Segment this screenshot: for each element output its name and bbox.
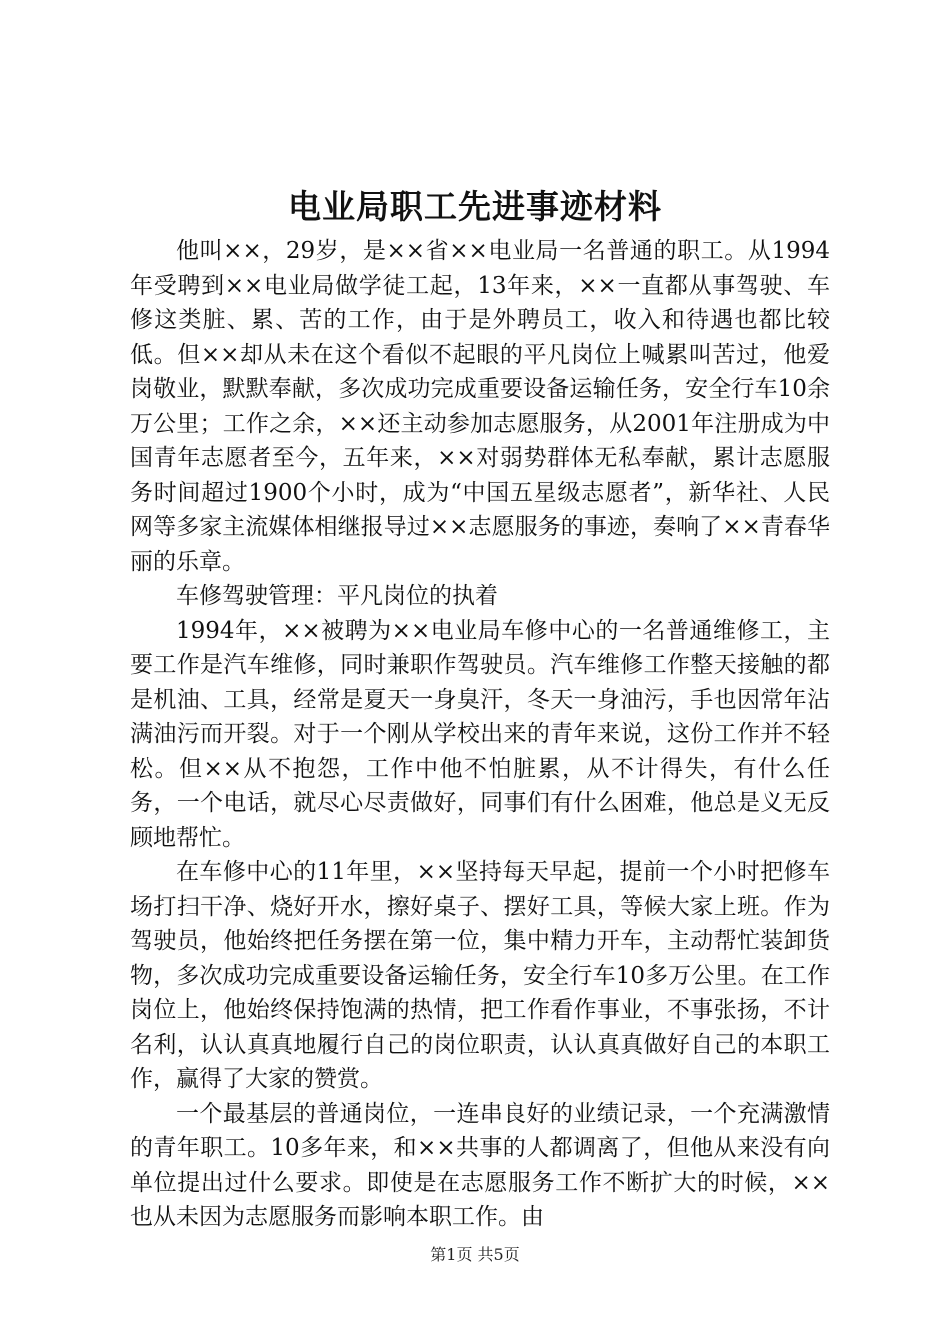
document-body <box>130 234 830 1235</box>
page-footer: 第1页 共5页 <box>430 1245 520 1264</box>
paragraph-intro: 他叫××，29岁，是××省××电业局一名普通的职工。从1994年受聘到××电业局做学徒工起，13年来，××一直都从事驾驶、车修这类脏、累、苦的工作，由于是外聘员工，收入和待遇也都比较低。但××却从未在这个看似不起眼的平凡岗位上喊累叫苦过，他爱岗敬业，默默奉献，多次成功完成重要设备运输任务，安全行车10余万公里；工作之余，××还主动参加志愿服务，从2001年注册成为中国青年志愿者至今，五年来，××对弱势群体无私奉献，累计志愿服务时间超过1900个小时，成为“中国五星级志愿者”，新华社、人民网等多家主流媒体相继报导过××志愿服务的事迹，奏响了××青春华丽的乐章。 <box>130 238 830 575</box>
paragraph-repair-work: 1994年，××被聘为××电业局车修中心的一名普通维修工，主要工作是汽车维修，同时兼职作驾驶员。汽车维修工作整天接触的都是机油、工具，经常是夏天一身臭汗，冬天一身油污，手也因常年沾满油污而开裂。对于一个刚从学校出来的青年来说，这份工作并不轻松。但××从不抱怨，工作中他不怕脏累，从不计得失，有什么任务，一个电话，就尽心尽责做好，同事们有什么困难，他总是义无反顾地帮忙。 <box>130 617 830 851</box>
paragraph-eleven-years: 在车修中心的11年里，××坚持每天早起，提前一个小时把修车场打扫干净、烧好开水，擦好桌子、摆好工具，等候大家上班。作为驾驶员，他始终把任务摆在第一位，集中精力开车，主动帮忙装卸货物，多次成功完成重要设备运输任务，安全行车10多万公里。在工作岗位上，他始终保持饱满的热情，把工作看作事业，不事张扬，不计名利，认认真真地履行自己的岗位职责，认认真真做好自己的本职工作，赢得了大家的赞赏。 <box>130 859 830 1092</box>
document-title: 电业局职工先进事迹材料 <box>288 187 662 226</box>
paragraph-basic-post: 一个最基层的普通岗位，一连串良好的业绩记录，一个充满激情的青年职工。10多年来，和××共事的人都调离了，但他从来没有向单位提出过什么要求。即使是在志愿服务工作不断扩大的时候，××也从未因为志愿服务而影响本职工作。由 <box>130 1100 830 1230</box>
section-heading: 车修驾驶管理：平凡岗位的执着 <box>176 583 498 609</box>
